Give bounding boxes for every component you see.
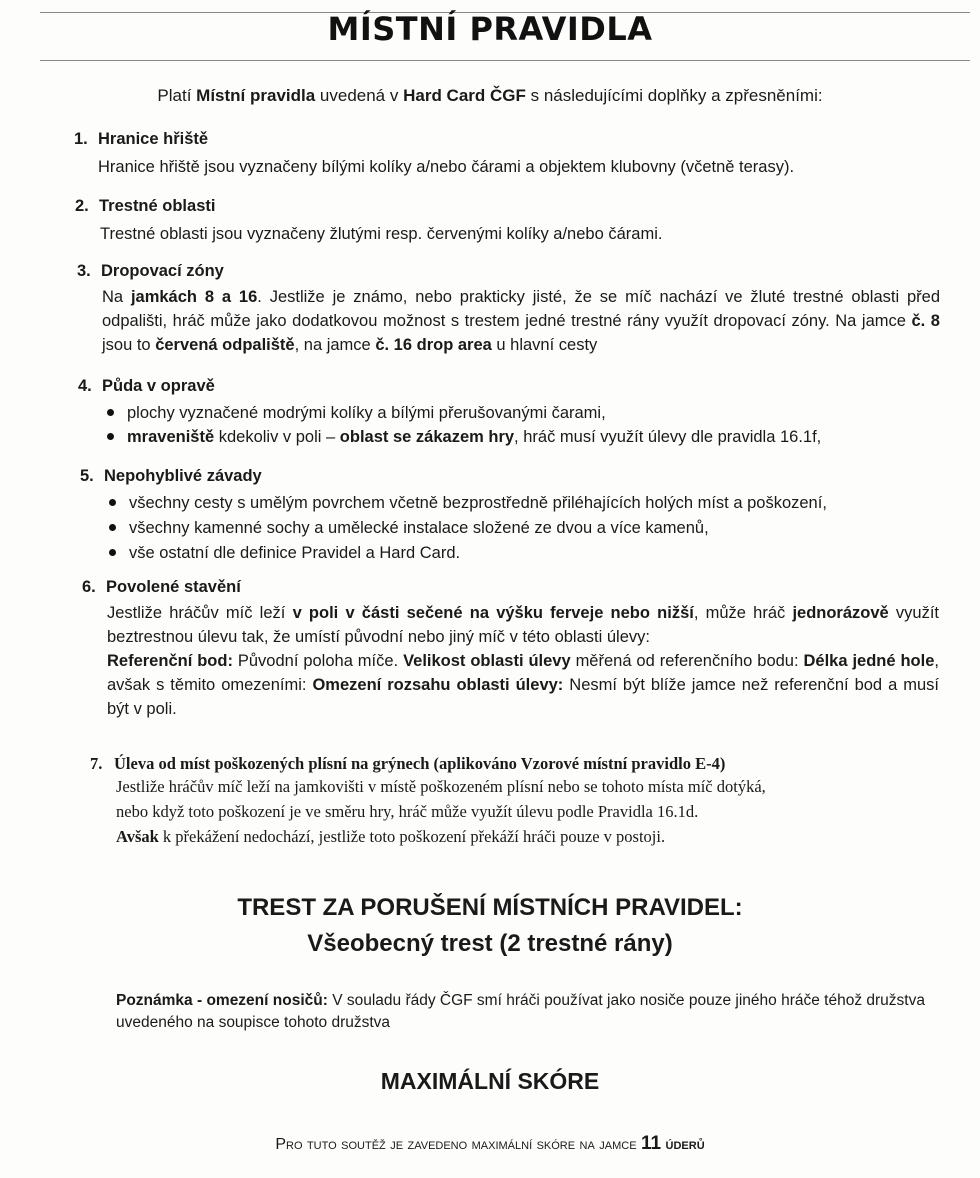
body-text: Na — [102, 288, 131, 306]
section-number: 7. — [90, 754, 103, 773]
intro-text: uvedená v — [315, 86, 404, 105]
body-text: Jestliže hráčův míč leží — [107, 604, 293, 622]
bullet-bold: mraveniště — [127, 428, 215, 446]
body-bold: Avšak — [116, 827, 159, 846]
body-text: , avšak s těmito omezeními: — [107, 652, 939, 694]
bullet-icon — [109, 499, 116, 506]
section-number: 5. — [80, 467, 94, 485]
section-7 — [0, 754, 980, 849]
section-1 — [0, 130, 980, 179]
body-text: , na jamce — [294, 336, 376, 354]
body-bold: Velikost oblasti úlevy — [403, 652, 571, 670]
list-item — [127, 426, 980, 448]
page-title: MÍSTNÍ PRAVIDLA — [327, 10, 653, 48]
section-body: Hranice hřiště jsou vyznačeny bílými kolíky a/nebo čárami a objektem klubovny (včetně terasy). — [98, 158, 795, 176]
intro-bold: Místní pravidla — [196, 86, 316, 105]
section-body — [107, 601, 939, 721]
section-title: Trestné oblasti — [99, 197, 216, 215]
body-bold: jamkách 8 a 16 — [130, 288, 258, 306]
section-4 — [0, 377, 980, 448]
max-score-number: 11 — [641, 1133, 662, 1154]
section-2 — [0, 197, 980, 246]
body-text: . Jestliže je známo, nebo prakticky jisté, že se míč nachází ve žluté trestné oblasti před odpališti, hráč může jako dodatkovou možnost s trestem jedné trestné rány využít dropovací zóny. Na jamce — [102, 288, 940, 330]
note-paragraph — [116, 990, 936, 1034]
section-body — [116, 774, 980, 849]
section-title: Dropovací zóny — [101, 262, 224, 280]
body-text: jsou to — [102, 336, 156, 354]
bullet-text: všechny cesty s umělým povrchem včetně bezprostředně přiléhajících holých míst a poškození, — [129, 494, 827, 512]
section-heading — [78, 377, 980, 396]
bullet-text: vše ostatní dle definice Pravidel a Hard Card. — [129, 544, 461, 562]
max-score-line — [0, 1133, 980, 1155]
list-item — [129, 542, 980, 564]
body-line: Jestliže hráčův míč leží na jamkovišti v místě poškozeném plísní nebo se tohoto místa míč dotýká, — [116, 777, 766, 796]
body-bold: v poli v části sečené na výšku ferveje nebo nižší — [292, 604, 694, 622]
body-bold: č. 8 — [911, 312, 940, 330]
body-bold: jednorázově — [792, 604, 889, 622]
intro-text: s následujícími doplňky a zpřesněními: — [525, 86, 823, 105]
body-bold: Délka jedné hole — [803, 652, 935, 670]
penalty-heading: TREST ZA PORUŠENÍ MÍSTNÍCH PRAVIDEL: — [237, 894, 743, 921]
body-text: k překážení nedochází, jestliže toto poškození překáží hráči pouze v postoji. — [158, 827, 666, 846]
section-heading — [80, 467, 980, 486]
body-text: , může hráč — [693, 604, 793, 622]
section-title: Povolené stavění — [106, 578, 241, 596]
section-heading — [82, 578, 980, 597]
body-text: u hlavní cesty — [491, 336, 598, 354]
section-number: 1. — [74, 130, 88, 148]
title-underline — [40, 60, 970, 61]
section-heading — [74, 130, 980, 149]
intro-bold: Hard Card ČGF — [403, 86, 526, 105]
body-text: využít beztrestnou úlevu tak, že umístí původní nebo jiný míč v této oblasti úlevy: — [107, 604, 940, 646]
section-number: 2. — [75, 197, 89, 215]
body-text: Nesmí být blíže jamce než referenční bod a musí být v poli. — [107, 676, 939, 718]
section-heading — [77, 262, 980, 281]
max-score-heading: MAXIMÁLNÍ SKÓRE — [380, 1068, 600, 1094]
title-wrap — [0, 10, 980, 48]
section-6 — [0, 578, 980, 721]
section-title: Nepohyblivé závady — [104, 467, 262, 485]
section-title: Půda v opravě — [102, 377, 215, 395]
bullet-text: kdekoliv v poli – — [214, 428, 340, 446]
bullet-list — [127, 402, 980, 448]
list-item — [129, 517, 980, 539]
section-3 — [0, 262, 980, 357]
intro-text: Platí — [157, 86, 197, 105]
bullet-bold: oblast se zákazem hry — [339, 428, 515, 446]
section-heading — [90, 754, 980, 774]
body-line — [116, 824, 980, 849]
bullet-list — [129, 492, 980, 564]
note-text: V souladu řády ČGF smí hráči používat jako nosiče pouze jiného hráče téhož družstva uvedeného na soupisce tohoto družstva — [116, 992, 925, 1031]
bullet-text: , hráč musí využít úlevy dle pravidla 16.1f, — [514, 428, 822, 446]
penalty-subheading: Všeobecný trest (2 trestné rány) — [307, 930, 673, 957]
bullet-icon — [107, 433, 114, 440]
section-number: 3. — [77, 262, 91, 280]
intro-paragraph — [0, 86, 980, 106]
bullet-text: všechny kamenné sochy a umělecké instalace složené ze dvou a více kamenů, — [129, 519, 709, 537]
bullet-icon — [109, 524, 116, 531]
section-number: 6. — [82, 578, 96, 596]
section-5 — [0, 467, 980, 564]
bullet-icon — [107, 409, 114, 416]
body-line: nebo když toto poškození je ve směru hry, hráč může využít úlevu podle Pravidla 16.1d. — [116, 802, 699, 821]
list-item — [129, 492, 980, 514]
max-score-text: úderů — [661, 1136, 705, 1153]
section-body — [102, 285, 940, 357]
body-bold: č. 16 drop area — [375, 336, 492, 354]
body-bold: Omezení rozsahu oblasti úlevy: — [312, 676, 564, 694]
list-item — [127, 402, 980, 424]
section-body: Trestné oblasti jsou vyznačeny žlutými resp. červenými kolíky a/nebo čárami. — [100, 225, 663, 243]
body-text: Původní poloha míče. — [232, 652, 404, 670]
bullet-text: plochy vyznačené modrými kolíky a bílými přerušovanými čarami, — [127, 404, 606, 422]
body-bold: Referenční bod: — [107, 652, 233, 670]
bullet-icon — [109, 549, 116, 556]
body-text: měřená od referenčního bodu: — [570, 652, 804, 670]
section-title: Hranice hřiště — [98, 130, 209, 148]
body-bold: červená odpaliště — [155, 336, 295, 354]
note-bold: Poznámka - omezení nosičů: — [116, 992, 328, 1009]
section-title: Úleva od míst poškozených plísní na grýnech (aplikováno Vzorové místní pravidlo E-4) — [114, 754, 726, 773]
section-number: 4. — [78, 377, 92, 395]
section-heading — [75, 197, 980, 216]
max-score-text: Pro tuto soutěž je zavedeno maximální skóre na jamce — [275, 1136, 641, 1153]
